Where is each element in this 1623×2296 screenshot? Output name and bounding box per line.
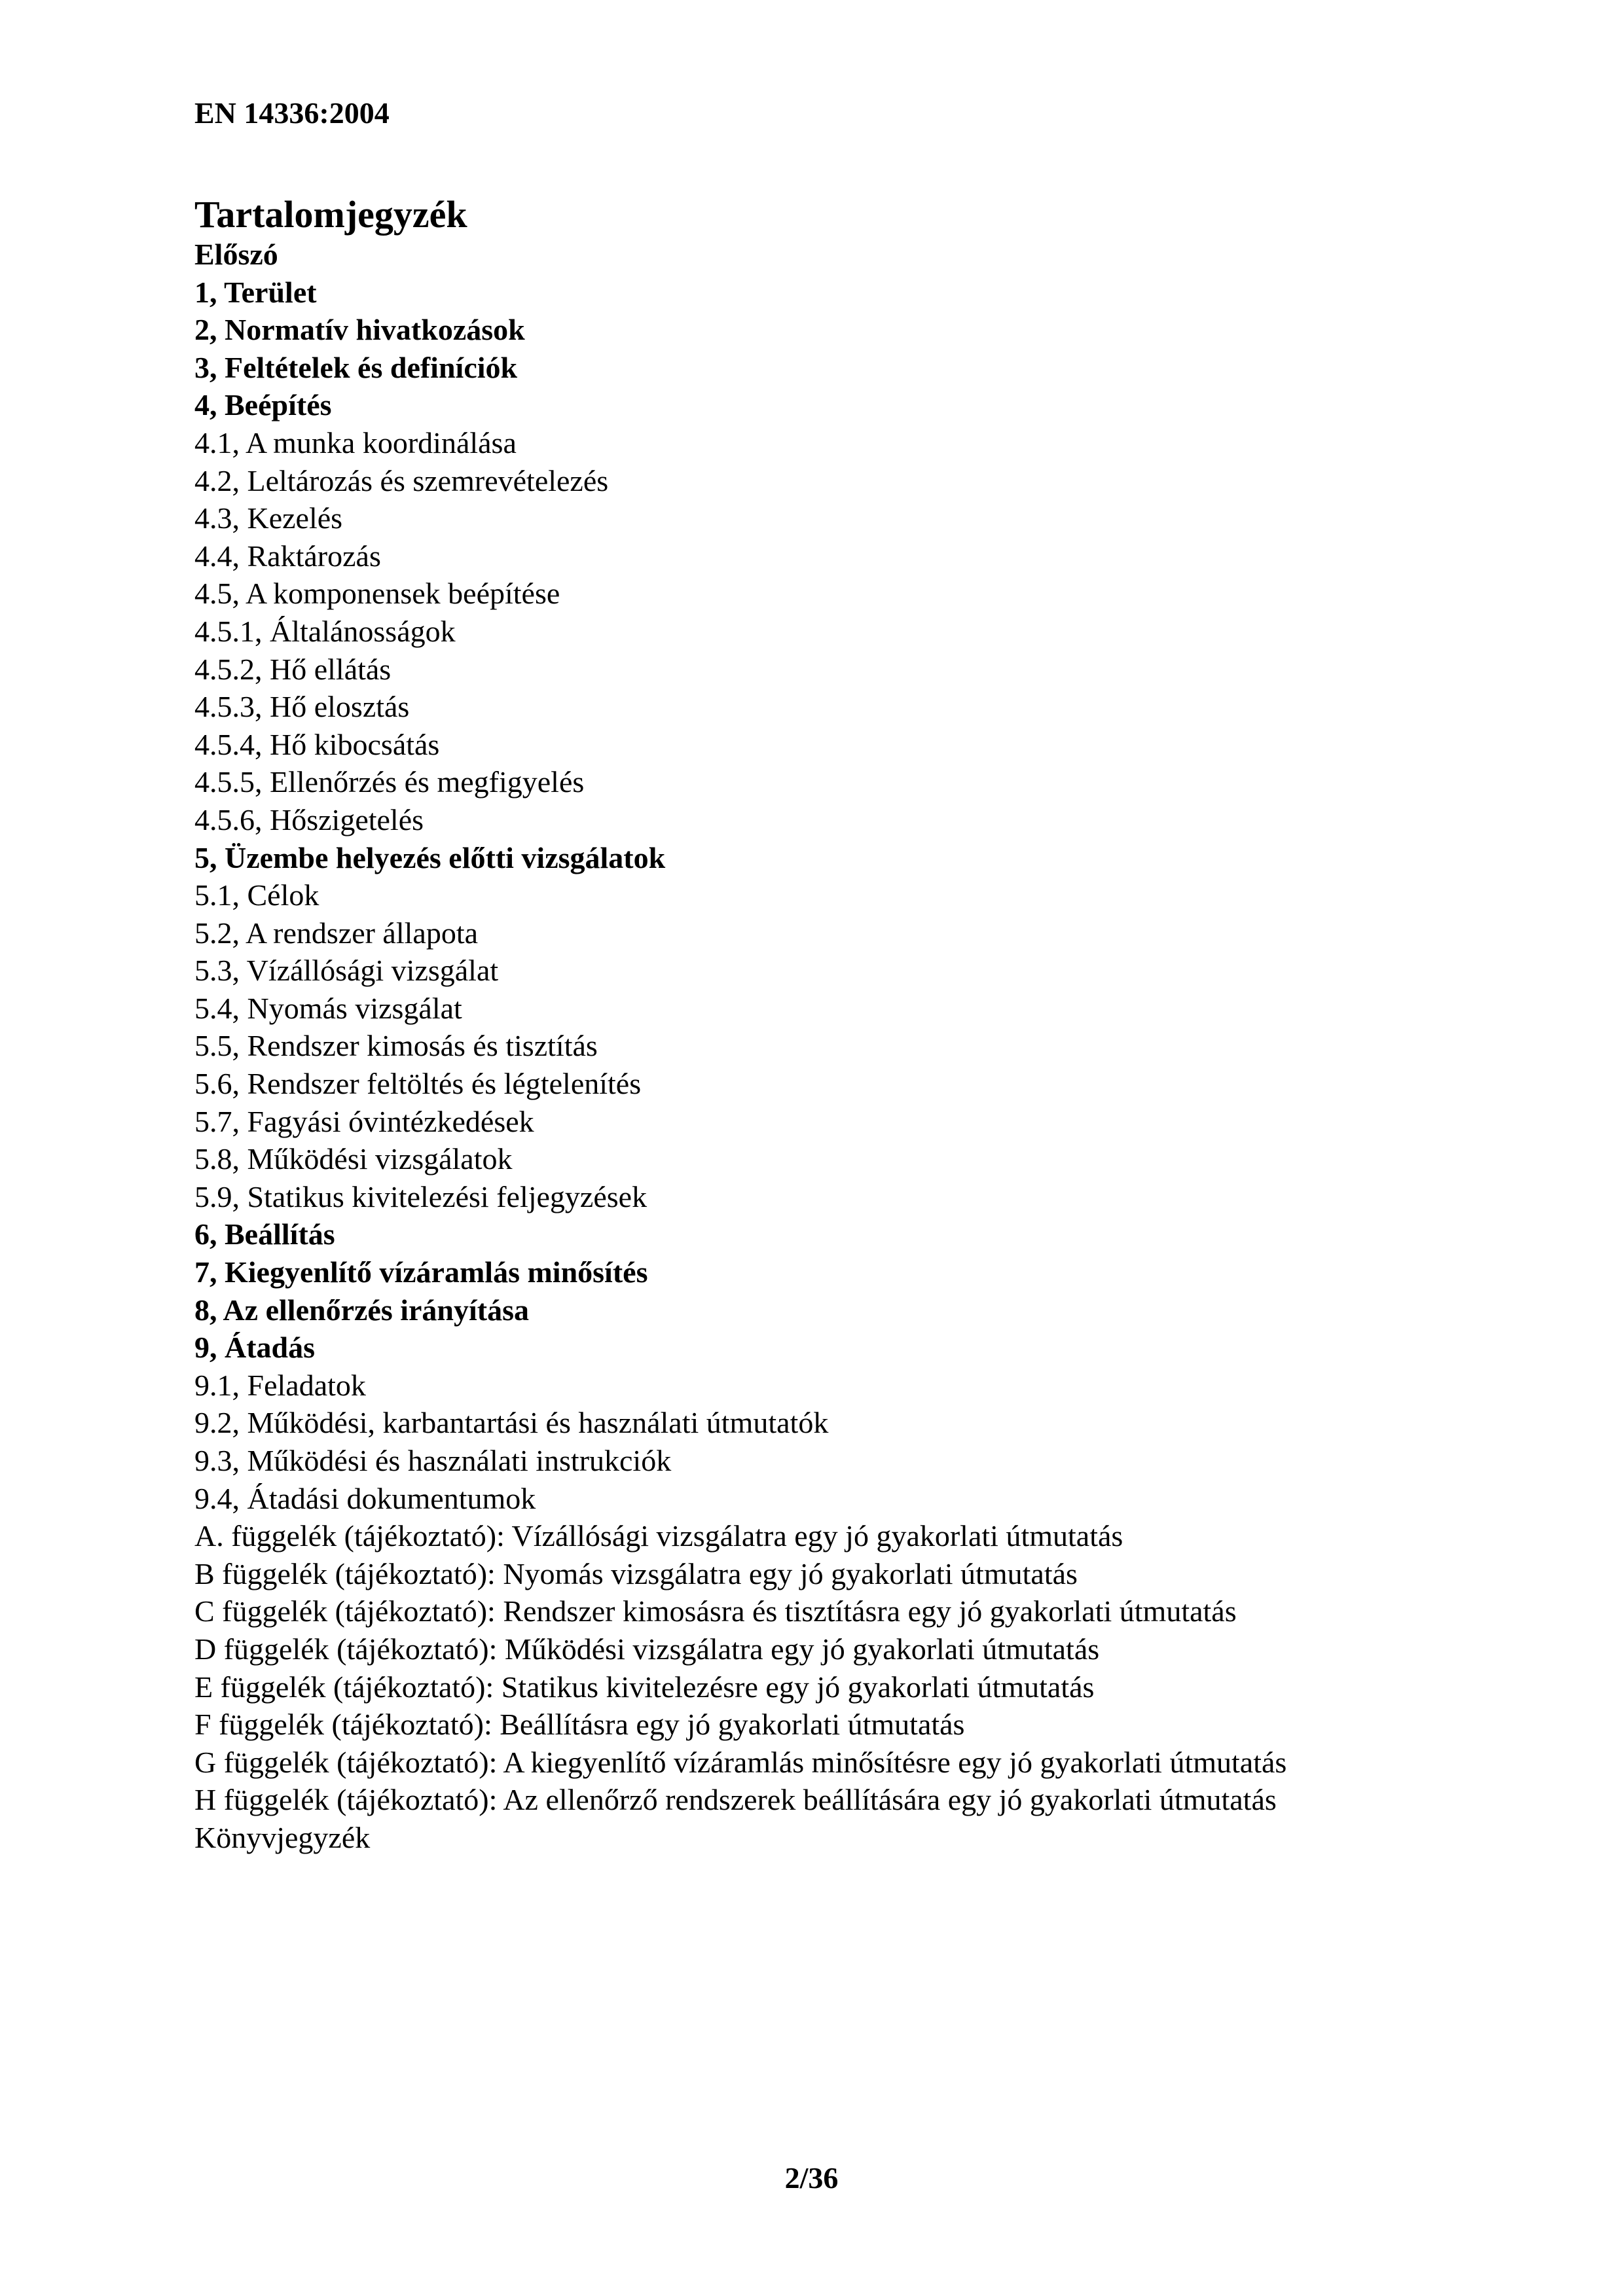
toc-entry: 4.2, Leltározás és szemrevételezés xyxy=(194,463,609,497)
toc-entry: 5.9, Statikus kivitelezési feljegyzések xyxy=(194,1179,647,1213)
toc-entry: 6, Beállítás xyxy=(194,1217,335,1251)
toc-entry: E függelék (tájékoztató): Statikus kivitelezésre egy jó gyakorlati útmutatás xyxy=(194,1670,1095,1704)
toc-entry: 4.5.5, Ellenőrzés és megfigyelés xyxy=(194,765,585,799)
toc-entry: F függelék (tájékoztató): Beállításra egy jó gyakorlati útmutatás xyxy=(194,1708,965,1742)
toc-entry: 4.5.2, Hő ellátás xyxy=(194,652,392,686)
toc-entry: 5.2, A rendszer állapota xyxy=(194,916,479,950)
toc-entry: 3, Feltételek és definíciók xyxy=(194,350,518,384)
toc-entry: 4.5, A komponensek beépítése xyxy=(194,577,560,611)
toc-entry: A. függelék (tájékoztató): Vízállósági vizsgálatra egy jó gyakorlati útmutatás xyxy=(194,1519,1123,1553)
toc-entry: 5.4, Nyomás vizsgálat xyxy=(194,991,462,1025)
toc-entry: 9, Átadás xyxy=(194,1331,316,1365)
toc-entry: C függelék (tájékoztató): Rendszer kimosásra és tisztításra egy jó gyakorlati útmutatás xyxy=(194,1594,1237,1628)
toc-entry: G függelék (tájékoztató): A kiegyenlítő vízáramlás minősítésre egy jó gyakorlati útmutatás xyxy=(194,1745,1287,1779)
toc-entry: 7, Kiegyenlítő vízáramlás minősítés xyxy=(194,1255,648,1289)
toc-entry: 5.5, Rendszer kimosás és tisztítás xyxy=(194,1029,598,1063)
toc-entry: Könyvjegyzék xyxy=(194,1820,371,1854)
page-number: 2/36 xyxy=(784,2161,839,2195)
toc-entry: 9.1, Feladatok xyxy=(194,1368,366,1402)
toc-entry: 9.3, Működési és használati instrukciók xyxy=(194,1444,672,1477)
toc-entry: 9.2, Működési, karbantartási és használati útmutatók xyxy=(194,1406,829,1440)
toc-entry: 5, Üzembe helyezés előtti vizsgálatok xyxy=(194,840,666,874)
toc-entry: 4.5.4, Hő kibocsátás xyxy=(194,727,440,761)
toc-entry: 4.5.6, Hőszigetelés xyxy=(194,802,424,836)
toc-entry: 4.5.1, Általánosságok xyxy=(194,614,456,648)
toc-entry: 5.1, Célok xyxy=(194,878,319,912)
toc-title: Tartalomjegyzék xyxy=(194,193,467,236)
toc-list xyxy=(194,236,1286,1857)
toc-entry: Előszó xyxy=(194,238,278,271)
toc-entry: 4.4, Raktározás xyxy=(194,539,381,573)
toc-entry: H függelék (tájékoztató): Az ellenőrző rendszerek beállítására egy jó gyakorlati útmutatás xyxy=(194,1783,1277,1817)
document-id: EN 14336:2004 xyxy=(194,96,390,130)
toc-entry: 4.3, Kezelés xyxy=(194,501,343,535)
toc-entry: 9.4, Átadási dokumentumok xyxy=(194,1481,536,1515)
toc-entry: 4.1, A munka koordinálása xyxy=(194,425,517,459)
toc-entry: 2, Normatív hivatkozások xyxy=(194,313,525,347)
toc-entry: 5.3, Vízállósági vizsgálat xyxy=(194,954,499,988)
toc-entry: 4.5.3, Hő elosztás xyxy=(194,690,410,724)
toc-entry: B függelék (tájékoztató): Nyomás vizsgálatra egy jó gyakorlati útmutatás xyxy=(194,1556,1078,1590)
toc-entry: 5.6, Rendszer feltöltés és légtelenítés xyxy=(194,1067,642,1101)
toc-entry: 8, Az ellenőrzés irányítása xyxy=(194,1293,530,1327)
toc-entry: 1, Terület xyxy=(194,275,317,309)
toc-entry: 5.7, Fagyási óvintézkedések xyxy=(194,1104,534,1138)
toc-entry: 5.8, Működési vizsgálatok xyxy=(194,1142,513,1176)
toc-entry: D függelék (tájékoztató): Működési vizsgálatra egy jó gyakorlati útmutatás xyxy=(194,1632,1100,1666)
toc-entry: 4, Beépítés xyxy=(194,388,332,422)
